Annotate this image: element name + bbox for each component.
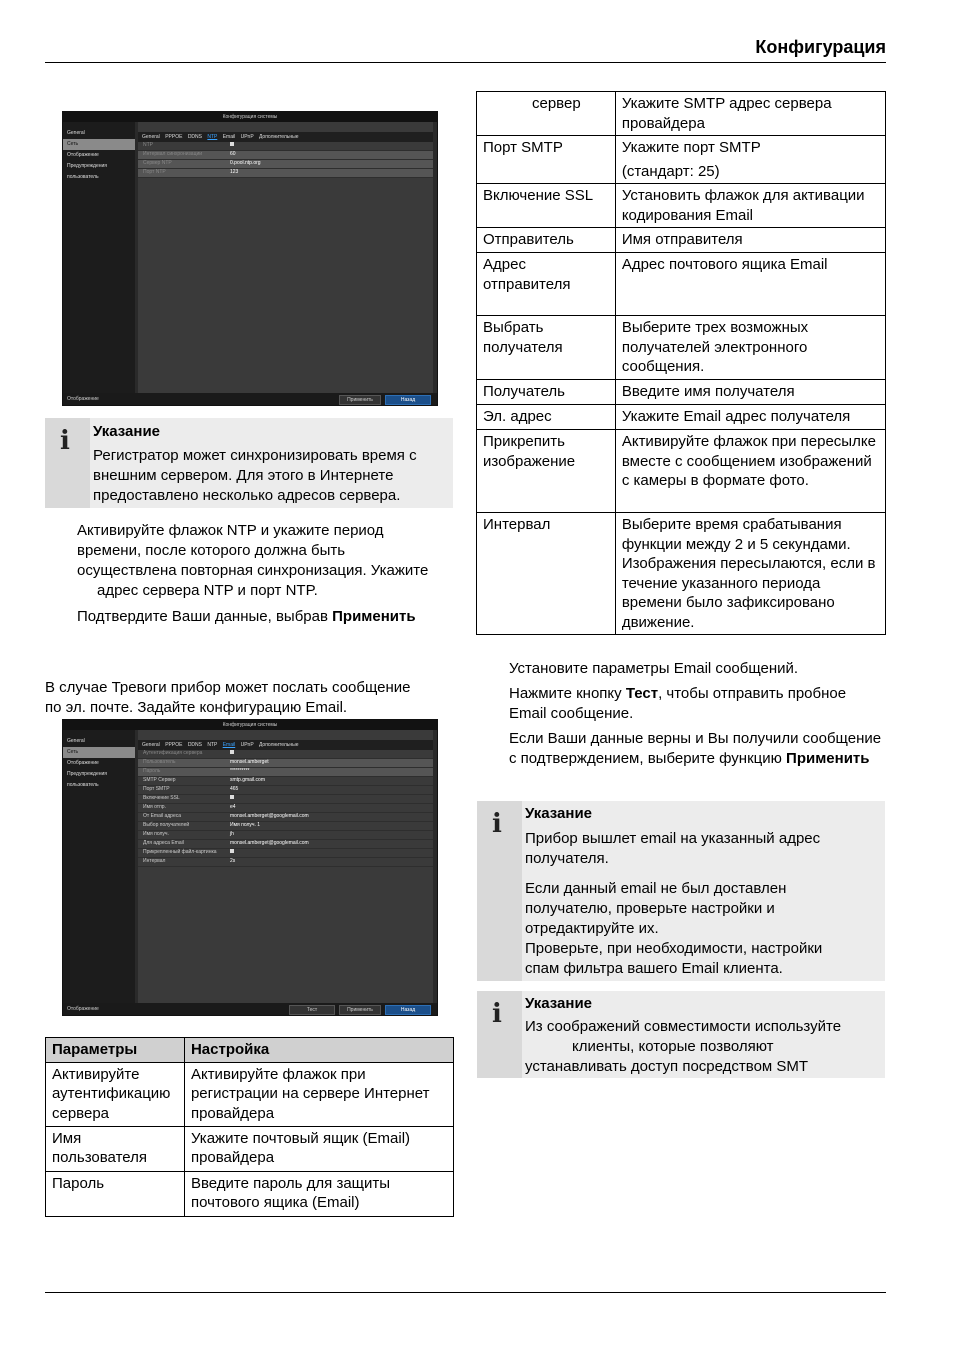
shot-sidebar (63, 730, 135, 1015)
sidebar-item: Отображение (67, 152, 99, 158)
table-row: сервер Укажите SMTP адрес сервера провайдера (477, 92, 886, 136)
apply-button: Применить (339, 395, 381, 405)
sidebar-item: Сеть (63, 747, 135, 758)
tab: General (142, 742, 160, 748)
row-value: 465 (230, 786, 239, 792)
row-value: monsel.amberget@googlemail.com (230, 840, 309, 846)
sidebar-item: Отображение (67, 760, 99, 766)
note-title: Указание (525, 995, 593, 1012)
shot-footer (63, 1003, 437, 1015)
tab: UPnP (240, 134, 254, 140)
shot-sidebar (63, 122, 135, 405)
shot-title: Конфигурация системы (63, 112, 437, 122)
row-key: Имя получ. (143, 831, 169, 837)
row-value: monsel.amberget (230, 759, 269, 765)
tab: General (142, 134, 160, 140)
table-row: Эл. адрес Укажите Email адрес получателя (477, 405, 886, 430)
table-row: Активируйте аутентификацию сервера Активируйте флажок при регистрации на сервере Интернет провайдера (46, 1062, 454, 1126)
sidebar-item: Предупреждения (67, 771, 107, 777)
row-key: Пользователь (143, 759, 176, 765)
email-instructions: Установите параметры Email сообщений. Нажмите кнопку Тест, чтобы отправить пробное Email сообщение. Если Ваши данные верны и Вы получили сообщение с подтверждением, выберите функцию Применить (509, 660, 882, 767)
email-screenshot (62, 719, 438, 1016)
sidebar-item: пользователь (67, 782, 99, 788)
sidebar-item: General (67, 738, 85, 744)
note-body: Прибор вышлет email на указанный адрес получателя. Если данный email не был доставлен получателю, проверьте настройки и отредактируйте их. Проверьте, при необходимости, настройки спам фильтра вашего Email клиента. (525, 830, 823, 977)
row-value: 123 (230, 169, 239, 175)
tab-active: NTP (207, 134, 218, 140)
table-row: Прикрепить изображение Активируйте флажок при пересылке вместе с сообщением изображений с камеры в формате фото. (477, 430, 886, 513)
row-value: ********** (230, 768, 250, 774)
shot-footer (63, 393, 437, 405)
row-key: Выбор получателей (143, 822, 190, 828)
checkbox-icon (230, 795, 234, 799)
row-key: NTP (143, 142, 153, 148)
sidebar-item: пользователь (67, 174, 99, 180)
confirm-line: Подтвердите Ваши данные, выбрав Применить (77, 608, 416, 625)
info-icon: i (60, 426, 70, 456)
row-value: smtp.gmail.com (230, 777, 266, 783)
row-key: Интервал синхронизации (143, 151, 203, 157)
row-key: Аутентификация сервера (143, 750, 203, 756)
row-value: monsel.amberget@googlemail.com (230, 813, 309, 819)
sidebar-item: Предупреждения (67, 163, 107, 169)
note-body: Регистратор может синхронизировать время с внешним сервером. Для этого в Интернете предоставлено несколько адресов сервера. (93, 447, 417, 504)
tab: PPPOE (165, 134, 183, 140)
table-row: Имя пользователя Укажите почтовый ящик (Email) провайдера (46, 1126, 454, 1171)
email-intro: В случае Тревоги прибор может послать сообщение по эл. почте. Задайте конфигурацию Email. (45, 679, 411, 716)
footer-rule (45, 1292, 886, 1293)
shot-main (138, 730, 433, 1003)
row-key: Пароль (143, 768, 161, 774)
note-box (45, 418, 453, 508)
tab-active: Email (222, 742, 236, 748)
row-key: Включение SSL (143, 795, 180, 801)
tab: DDNS (187, 134, 202, 140)
note-box (477, 991, 885, 1078)
table-row: Интервал Выберите время срабатывания функции между 2 и 5 секундами. Изображения пересылаются, если в течение указанного периода времени было зафиксировано движение. (477, 513, 886, 635)
table-row: Выбрать получателя Выберите трех возможных получателей электронного сообщения. (477, 316, 886, 380)
row-value: 60 (230, 151, 236, 157)
table-row: Порт SMTP Укажите порт SMTP (стандарт: 25) (477, 136, 886, 184)
row-value: jh (230, 831, 234, 837)
note-title: Указание (93, 423, 161, 440)
params-table (45, 1037, 454, 1217)
note-box (477, 801, 885, 981)
table-row: Отправитель Имя отправителя (477, 228, 886, 253)
tab: NTP (207, 742, 218, 748)
table-row: Получатель Введите имя получателя (477, 380, 886, 405)
row-key: Порт NTP (143, 169, 166, 175)
checkbox-icon (230, 142, 234, 146)
footer-label: Отображение (67, 396, 99, 402)
table-header: Параметры (46, 1038, 185, 1063)
row-key: От Email адреса (143, 813, 182, 819)
header-rule (45, 62, 886, 63)
row-key: Порт SMTP (143, 786, 170, 792)
row-value: Имя получ. 1 (230, 822, 261, 828)
row-key: SMTP Сервер (143, 777, 176, 783)
footer-label: Отображение (67, 1006, 99, 1012)
tab: Дополнительные (258, 742, 299, 748)
settings-table (476, 91, 886, 635)
table-row: Адрес отправителя Адрес почтового ящика Email (477, 253, 886, 316)
table-row: Включение SSL Установить флажок для активации кодирования Email (477, 184, 886, 228)
shot-tabs (138, 740, 433, 750)
info-icon: i (492, 999, 502, 1029)
shot-main (138, 122, 433, 393)
sidebar-item: General (67, 130, 85, 136)
back-button: Назад (385, 395, 431, 405)
row-key: Для адреса Email (143, 840, 184, 846)
ntp-instructions: Активируйте флажок NTP и укажите период времени, после которого должна быть осуществлена повторная синхронизация. Укажите адрес сервера NTP и порт NTP. Подтвердите Ваши данные, выбрав Применить (77, 521, 457, 627)
row-value: e4 (230, 804, 236, 810)
tab: Email (222, 134, 236, 140)
apply-button: Применить (339, 1005, 381, 1015)
row-key: Имя отпр. (143, 804, 166, 810)
tab: PPPOE (165, 742, 183, 748)
table-header: Настройка (184, 1038, 453, 1063)
ntp-screenshot (62, 111, 438, 406)
row-value: 0.pool.ntp.org (230, 160, 261, 166)
row-value: 2s (230, 858, 236, 864)
page-title: Конфигурация (755, 37, 886, 57)
row-key: Прикрепленный файл-картинка (143, 849, 217, 855)
tab: DDNS (187, 742, 202, 748)
tab: UPnP (240, 742, 254, 748)
tab: Дополнительные (258, 134, 299, 140)
row-key: Сервер NTP (143, 160, 172, 166)
info-icon: i (492, 809, 502, 839)
table-row: Пароль Введите пароль для защиты почтового ящика (Email) (46, 1171, 454, 1216)
row-key: Интервал (143, 858, 166, 864)
back-button: Назад (385, 1005, 431, 1015)
shot-title: Конфигурация системы (63, 720, 437, 730)
checkbox-icon (230, 750, 234, 754)
note-body: Из соображений совместимости используйте клиенты, которые позволяют устанавливать доступ посредством SMT (525, 1018, 842, 1075)
checkbox-icon (230, 849, 234, 853)
test-button: Тест (289, 1005, 335, 1015)
shot-tabs (138, 132, 433, 142)
note-title: Указание (525, 805, 593, 822)
sidebar-item: Сеть (63, 139, 135, 150)
